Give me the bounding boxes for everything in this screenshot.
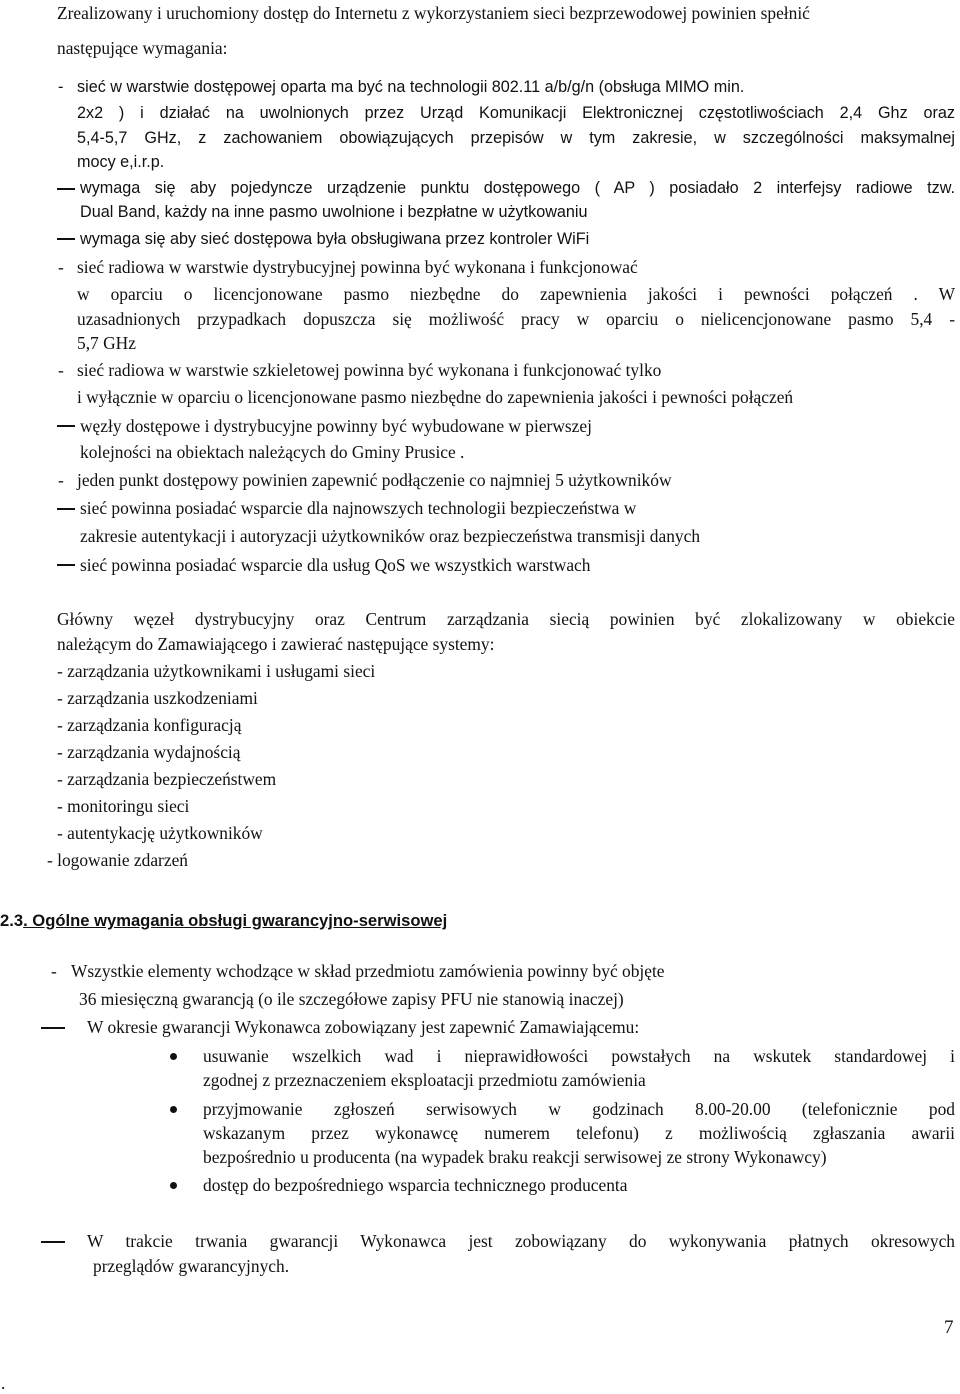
footer-mark: . [1, 1373, 6, 1393]
bullet-2-line-1: przyjmowanie zgłoszeń serwisowych w godzinach 8.00-20.00 (telefonicznie pod [203, 1099, 955, 1119]
warranty-3-line-1: W trakcie trwania gwarancji Wykonawca jest zobowiązany do wykonywania płatnych okresowych [87, 1231, 955, 1251]
req-4-line-3: uzasadnionych przypadkach dopuszcza się możliwość pracy w oparciu o nielicencjonowane pasmo 5,4 - [77, 309, 955, 329]
warranty-2-line-1: W okresie gwarancji Wykonawca zobowiązany jest zapewnić Zamawiającemu: [87, 1017, 640, 1037]
warranty-1-marker: - [51, 961, 57, 981]
system-item: - monitoringu sieci [57, 796, 190, 816]
system-item: - zarządzania wydajnością [57, 742, 241, 762]
warranty-2-dash-marker [41, 1027, 65, 1029]
req-1-line-1: sieć w warstwie dostępowej oparta ma być na technologii 802.11 a/b/g/n (obsługa MIMO min. [77, 78, 745, 96]
main-node-line-2: należącym do Zamawiającego i zawierać następujące systemy: [57, 634, 495, 654]
bullet-dot [170, 1106, 177, 1113]
bullet-1-line-2: zgodnej z przeznaczeniem eksploatacji przedmiotu zamówienia [203, 1070, 646, 1090]
req-9-line-1: sieć powinna posiadać wsparcie dla usług QoS we wszystkich warstwach [80, 555, 591, 575]
bullet-1-line-1: usuwanie wszelkich wad i nieprawidłowości powstałych na wskutek standardowej i [203, 1046, 955, 1066]
bullet-dot [170, 1053, 177, 1060]
req-6-line-1: węzły dostępowe i dystrybucyjne powinny być wybudowane w pierwszej [80, 416, 592, 436]
req-5-line-1: sieć radiowa w warstwie szkieletowej powinna być wykonana i funkcjonować tylko [77, 360, 662, 380]
warranty-1-line-2: 36 miesięczną gwarancją (o ile szczegółowe zapisy PFU nie stanowią inaczej) [79, 989, 624, 1009]
req-8-dash-marker [57, 508, 75, 510]
intro-line-1: Zrealizowany i uruchomiony dostęp do Internetu z wykorzystaniem sieci bezprzewodowej powinien spełnić [57, 3, 810, 23]
req-8-line-2: zakresie autentykacji i autoryzacji użytkowników oraz bezpieczeństwa transmisji danych [80, 526, 701, 546]
intro-line-2: następujące wymagania: [57, 38, 228, 58]
req-5-line-2: i wyłącznie w oparciu o licencjonowane pasmo niezbędne do zapewnienia jakości i pewności połączeń [77, 387, 794, 407]
page-number: 7 [944, 1317, 954, 1338]
req-3-dash-marker [57, 238, 75, 240]
bullet-dot [170, 1182, 177, 1189]
system-item: - autentykację użytkowników [57, 823, 263, 843]
req-6-dash-marker [57, 425, 75, 427]
section-heading [0, 910, 447, 932]
req-5-marker: - [58, 360, 64, 380]
req-8-line-1: sieć powinna posiadać wsparcie dla najnowszych technologii bezpieczeństwa w [80, 498, 637, 518]
main-node-line-1: Główny węzeł dystrybucyjny oraz Centrum zarządzania siecią powinien być zlokalizowany w obiekcie [57, 609, 955, 629]
req-4-line-2: w oparciu o licencjonowane pasmo niezbędne do zapewnienia jakości i pewności połączeń . W [77, 284, 955, 304]
req-4-line-4: 5,7 GHz [77, 333, 136, 353]
req-7-line-1: jeden punkt dostępowy powinien zapewnić podłączenie co najmniej 5 użytkowników [77, 470, 672, 490]
warranty-3-dash-marker [41, 1241, 65, 1243]
req-9-dash-marker [57, 564, 75, 566]
req-2-dash-marker [57, 188, 75, 190]
section-title: . Ogólne wymagania obsługi gwarancyjno-serwisowej [23, 911, 448, 930]
req-4-line-1: sieć radiowa w warstwie dystrybucyjnej powinna być wykonana i funkcjonować [77, 257, 638, 277]
req-6-line-2: kolejności na obiektach należących do Gminy Prusice . [80, 442, 465, 462]
system-item: - zarządzania konfiguracją [57, 715, 242, 735]
req-1-marker: - [58, 78, 64, 96]
req-1-line-3: 5,4-5,7 GHz, z zachowaniem obowiązujących przepisów w tym zakresie, w szczególności maksymalnej [77, 129, 955, 147]
req-1-line-4: mocy e,i.r.p. [77, 153, 165, 171]
system-item: - zarządzania uszkodzeniami [57, 688, 258, 708]
req-7-marker: - [58, 470, 64, 490]
warranty-3-line-2: przeglądów gwarancyjnych. [93, 1256, 290, 1276]
bullet-3-line-1: dostęp do bezpośredniego wsparcia technicznego producenta [203, 1175, 628, 1195]
system-item: - zarządzania bezpieczeństwem [57, 769, 277, 789]
bullet-2-line-3: bezpośrednio u producenta (na wypadek braku reakcji serwisowej ze strony Wykonawcy) [203, 1147, 827, 1167]
req-2-line-2: Dual Band, każdy na inne pasmo uwolnione i bezpłatne w użytkowaniu [80, 203, 588, 221]
req-1-line-2: 2x2 ) i działać na uwolnionych przez Urząd Komunikacji Elektronicznej częstotliwościach 2,4 Ghz oraz [77, 104, 955, 122]
req-2-line-1: wymaga się aby pojedyncze urządzenie punktu dostępowego ( AP ) posiadało 2 interfejsy radiowe tzw. [80, 179, 955, 197]
warranty-1-line-1: Wszystkie elementy wchodzące w skład przedmiotu zamówienia powinny być objęte [71, 961, 665, 981]
system-item: - zarządzania użytkownikami i usługami sieci [57, 661, 376, 681]
bullet-2-line-2: wskazanym przez wykonawcę numerem telefonu) z możliwością zgłaszania awarii [203, 1123, 955, 1143]
req-4-marker: - [58, 257, 64, 277]
req-3-line-1: wymaga się aby sieć dostępowa była obsługiwana przez kontroler WiFi [80, 230, 590, 248]
system-item: - logowanie zdarzeń [47, 850, 188, 870]
section-number: 2.3 [0, 911, 24, 930]
